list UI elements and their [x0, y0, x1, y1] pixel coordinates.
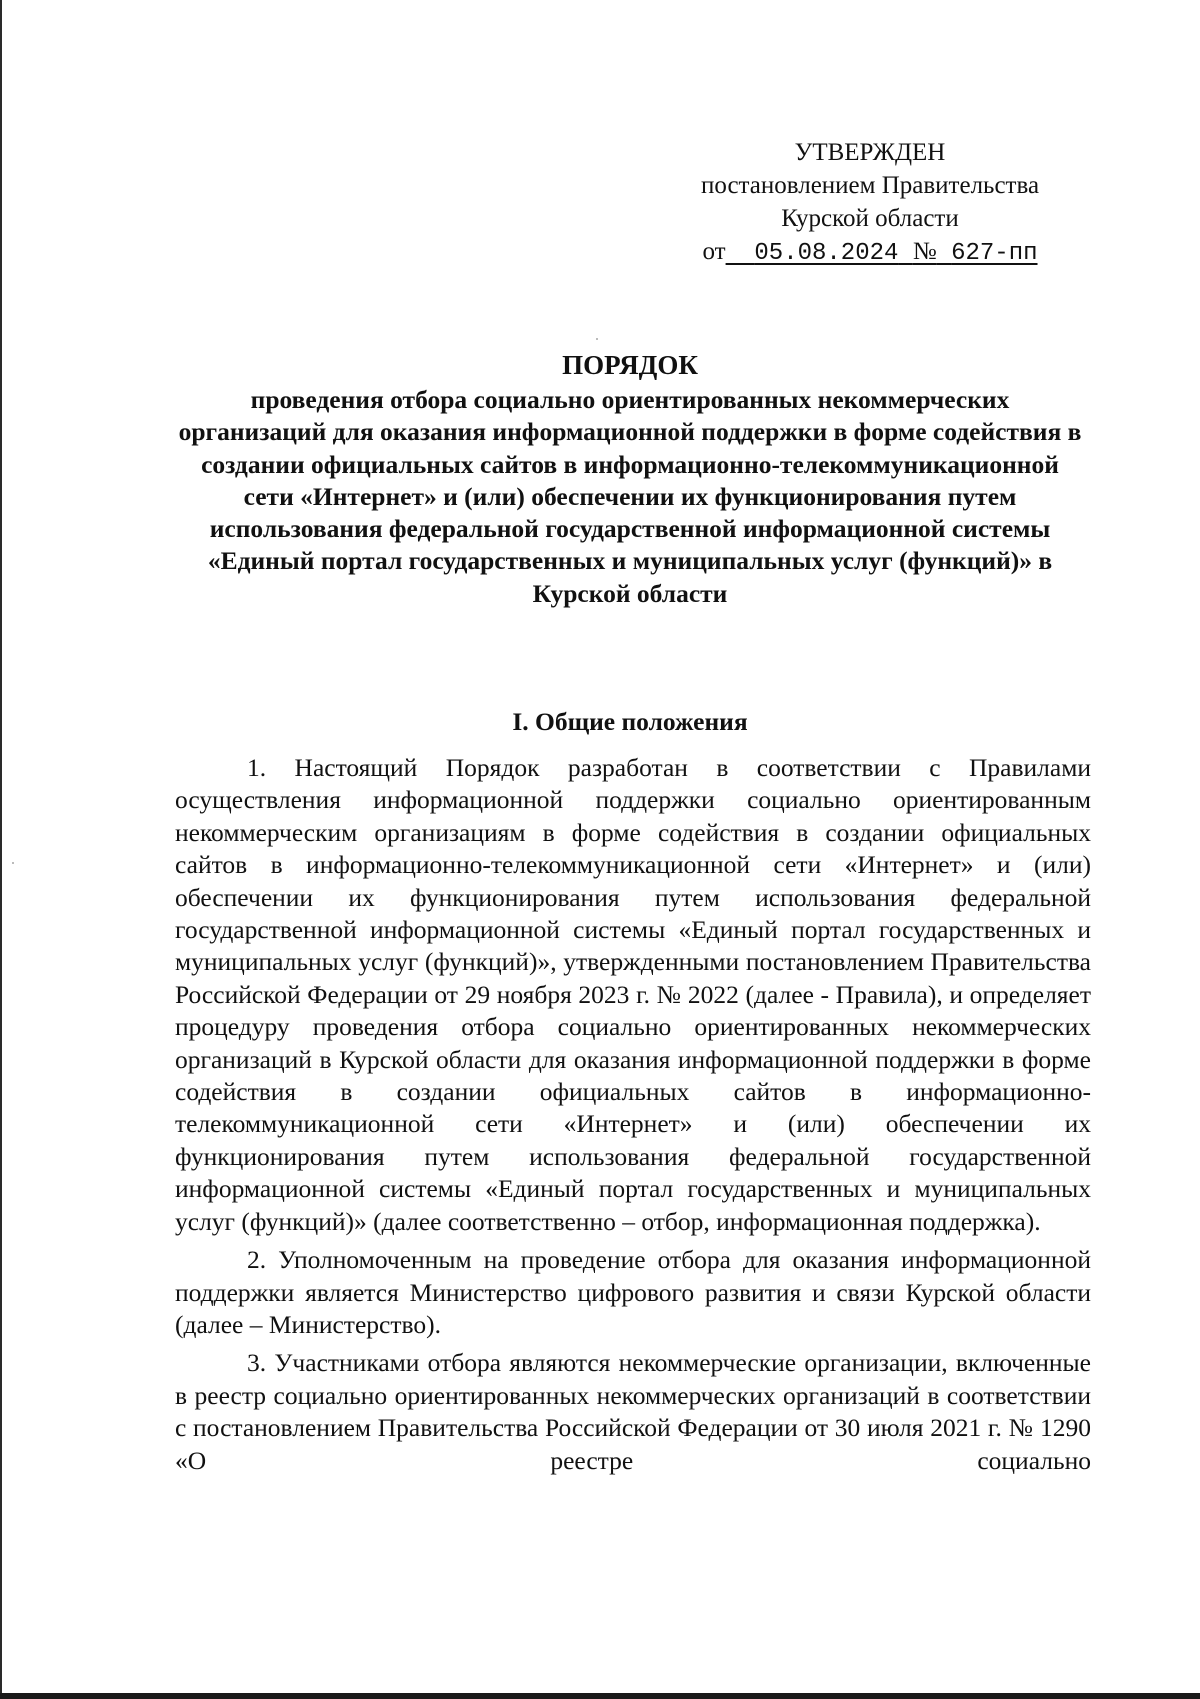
- approval-by: постановлением Правительства: [700, 172, 1040, 199]
- scan-speck: [12, 862, 14, 864]
- document-title: ПОРЯДОК: [562, 350, 698, 380]
- approval-number-prefix: №: [912, 238, 937, 265]
- paragraph-2: 2. Уполномоченным на проведение отбора для оказания информационной поддержки является Министерство цифрового развития и связи Курской области (далее – Министерство).: [175, 1245, 1091, 1339]
- document-title-block: [175, 348, 1085, 610]
- approval-status: УТВЕРЖДЕН: [794, 139, 946, 166]
- paragraph-3: 3. Участниками отбора являются некоммерческие организации, включенные в реестр социально ориентированных некоммерческих организаций в соответствии с постановлением Правительства Российской Федерации от 30 июля 2021 г. № 1290 «О реестре социально: [175, 1348, 1091, 1475]
- document-body: [175, 752, 1091, 1483]
- scan-left-edge: [0, 0, 2, 1699]
- approval-stamp: [670, 136, 1070, 270]
- approval-date-line: [670, 235, 1070, 270]
- approval-number: 627-пп: [951, 240, 1038, 267]
- approval-date: 05.08.2024: [754, 240, 899, 267]
- paragraph-1: 1. Настоящий Порядок разработан в соответствии с Правилами осуществления информационной поддержки социально ориентированным некоммерческим организациям в форме содействия в создании официальных сайтов в информационно-телекоммуникационной сети «Интернет» и (или) обеспечении их функционирования путем использования федеральной государственной информационной системы «Единый портал государственных и муниципальных услуг (функций)», утвержденными постановлением Правительства Российской Федерации от 29 ноября 2023 г. № 2022 (далее - Правила), и определяет процедуру проведения отбора социально ориентированных некоммерческих организаций в Курской области для оказания информационной поддержки в форме содействия в создании официальных сайтов в информационно-телекоммуникационной сети «Интернет» и (или) обеспечении их функционирования путем использования федеральной государственной информационной системы «Единый портал государственных и муниципальных услуг (функций)» (далее соответственно – отбор, информационная поддержка).: [175, 753, 1091, 1236]
- approval-date-prefix: от: [702, 238, 726, 265]
- document-subtitle: проведения отбора социально ориентированных некоммерческих организаций для оказания информационной поддержки в форме содействия в создании официальных сайтов в информационно-телекоммуникационной сети «Интернет» и (или) обеспечении их функционирования путем использования федеральной государственной информационной системы «Единый портал государственных и муниципальных услуг (функций)» в Курской области: [178, 385, 1082, 608]
- section-heading: I. Общие положения: [512, 707, 748, 736]
- approval-region: Курской области: [781, 205, 959, 232]
- scan-bottom-edge: [0, 1693, 1200, 1699]
- scan-speck: [596, 338, 598, 340]
